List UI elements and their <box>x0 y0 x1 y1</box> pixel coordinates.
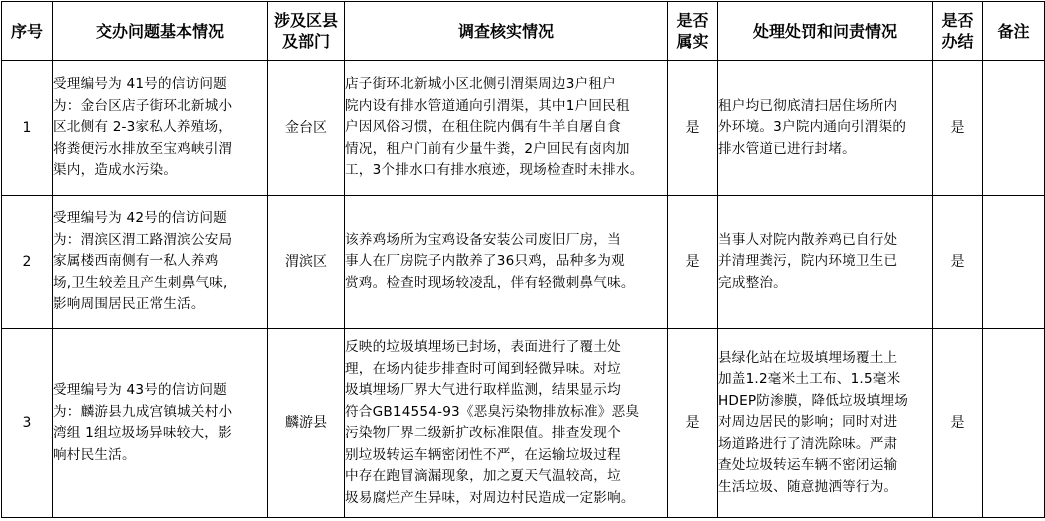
cell-district: 渭滨区 <box>268 196 345 329</box>
cell-handling: 当事人对院内散养鸡已自行处 并清理粪污，院内环境卫生已 完成整治。 <box>718 196 933 329</box>
table-header-row <box>2 2 1045 61</box>
header-remark: 备注 <box>983 2 1045 61</box>
cell-closed: 是 <box>933 61 983 196</box>
cell-remark <box>983 196 1045 329</box>
complaint-table <box>1 1 1045 518</box>
header-handling: 处理处罚和问责情况 <box>718 2 933 61</box>
table-row <box>2 329 1045 518</box>
header-issue: 交办问题基本情况 <box>53 2 268 61</box>
cell-handling: 租户均已彻底清扫居住场所内 外环境。3户院内通向引渭渠的 排水管道已进行封堵。 <box>718 61 933 196</box>
cell-verified: 是 <box>668 329 718 518</box>
cell-remark <box>983 329 1045 518</box>
header-closed: 是否 办结 <box>933 2 983 61</box>
cell-no: 1 <box>2 61 53 196</box>
cell-issue: 受理编号为 41号的信访问题 为：金台区店子街环北新城小 区北侧有 2-3家私人养殖场， 将粪便污水排放至宝鸡峡引渭 渠内，造成水污染。 <box>53 61 268 196</box>
cell-issue: 受理编号为 43号的信访问题 为：麟游县九成宫镇城关村小 湾组 1组垃圾场异味较大，影 响村民生活。 <box>53 329 268 518</box>
header-investigation: 调查核实情况 <box>345 2 668 61</box>
header-no: 序号 <box>2 2 53 61</box>
cell-district: 麟游县 <box>268 329 345 518</box>
header-district: 涉及区县 及部门 <box>268 2 345 61</box>
cell-investigation: 店子街环北新城小区北侧引渭渠周边3户租户 院内设有排水管道通向引渭渠，其中1户回民租 户因风俗习惯，在租住院内偶有牛羊自屠自食 情况，租户门前有少量牛粪，2户回民有卤肉加 工，3个排水口有排水痕迹，现场检查时未排水。 <box>345 61 668 196</box>
header-verified: 是否 属实 <box>668 2 718 61</box>
cell-investigation: 反映的垃圾填埋场已封场，表面进行了覆土处 理，在场内徒步排查时可闻到轻微异味。对垃 圾填埋场厂界大气进行取样监测，结果显示均 符合GB14554-93《恶臭污染物排放标准》恶臭 污染物厂界二级新扩改标准限值。排查发现个 别垃圾转运车辆密闭性不严，在运输垃圾过程 中存在跑冒滴漏现象，加之夏天气温较高，垃 圾易腐烂产生异味，对周边村民造成一定影响。 <box>345 329 668 518</box>
cell-verified: 是 <box>668 196 718 329</box>
cell-verified: 是 <box>668 61 718 196</box>
cell-remark <box>983 61 1045 196</box>
cell-no: 2 <box>2 196 53 329</box>
cell-district: 金台区 <box>268 61 345 196</box>
cell-issue: 受理编号为 42号的信访问题 为：渭滨区渭工路渭滨公安局 家属楼西南侧有一私人养鸡 场,卫生较差且产生刺鼻气味, 影响周围居民正常生活。 <box>53 196 268 329</box>
cell-handling: 县绿化站在垃圾填埋场覆土上 加盖1.2毫米土工布、1.5毫米 HDEP防渗膜，降低垃圾填埋场 对周边居民的影响；同时对进 场道路进行了清洗除味。严肃 查处垃圾转运车辆不密闭运输 生活垃圾、随意抛洒等行为。 <box>718 329 933 518</box>
cell-closed: 是 <box>933 196 983 329</box>
table-row <box>2 61 1045 196</box>
cell-closed: 是 <box>933 329 983 518</box>
cell-no: 3 <box>2 329 53 518</box>
cell-investigation: 该养鸡场所为宝鸡设备安装公司废旧厂房，当 事人在厂房院子内散养了36只鸡，品种多为观 赏鸡。检查时现场较凌乱，伴有轻微刺鼻气味。 <box>345 196 668 329</box>
table-row <box>2 196 1045 329</box>
